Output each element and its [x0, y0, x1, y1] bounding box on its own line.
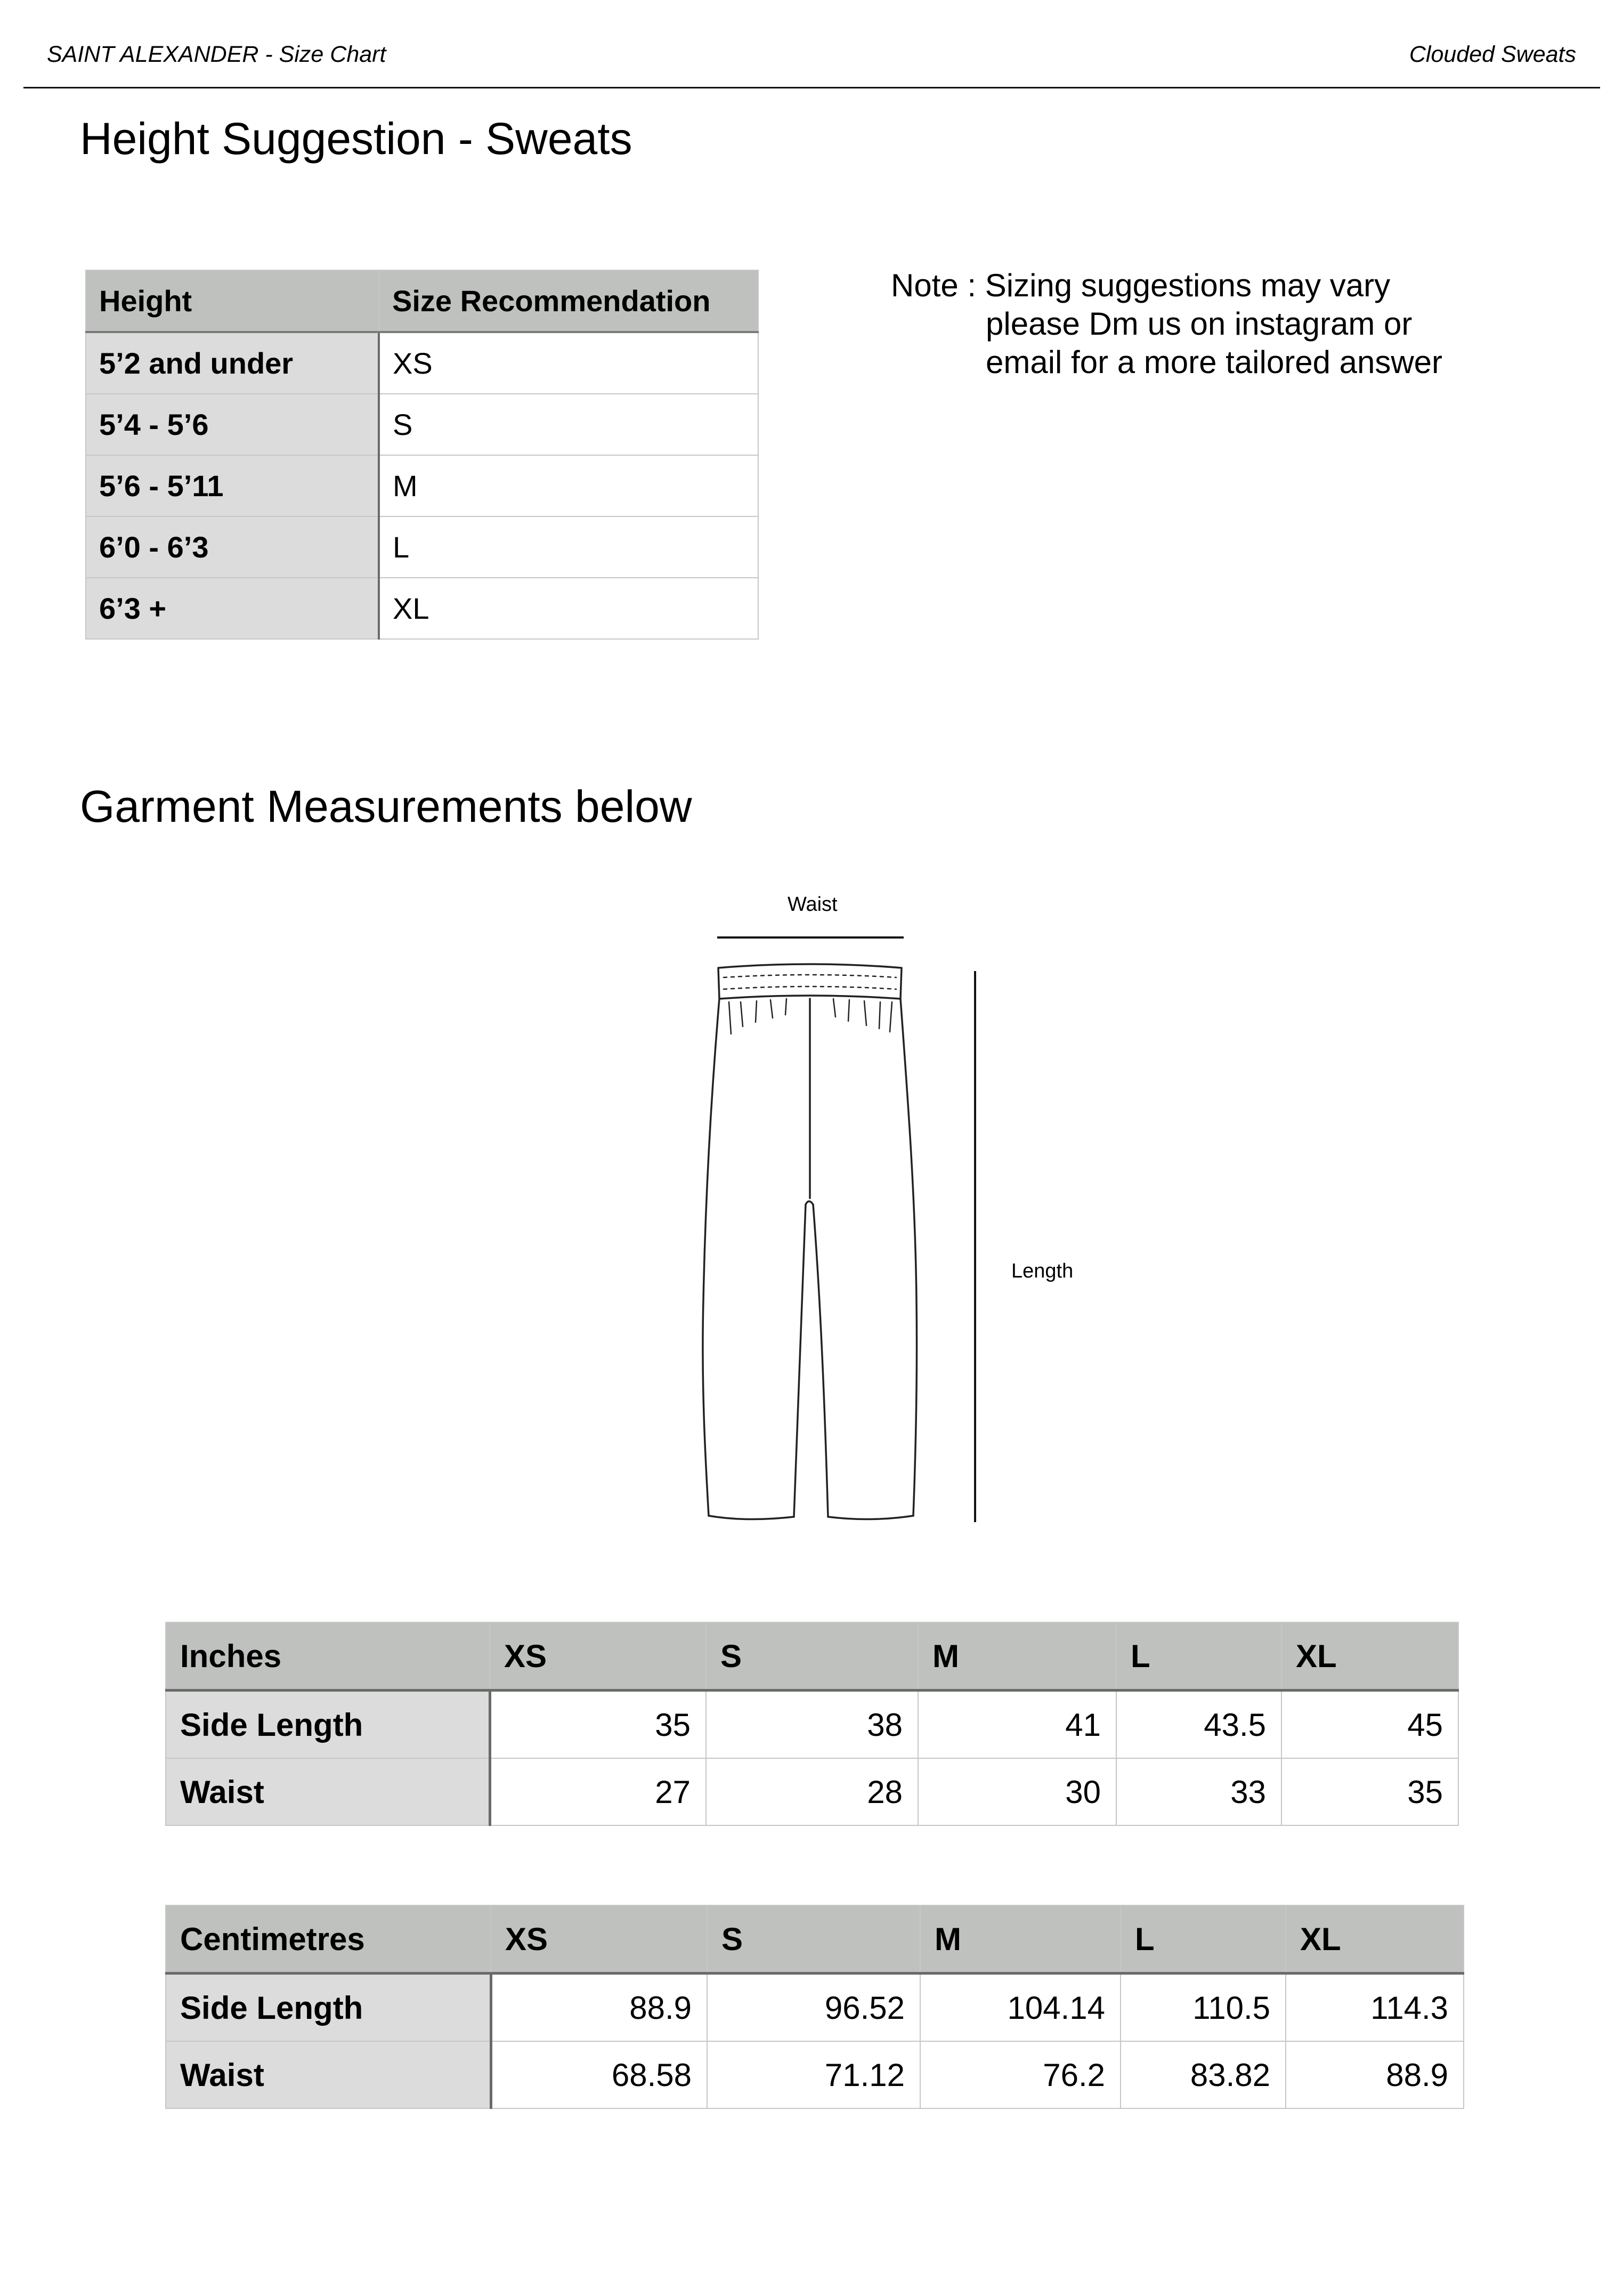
table-row — [86, 516, 758, 578]
column-header-height: Height — [86, 270, 379, 332]
table-row — [86, 578, 758, 639]
note-line: please Dm us on instagram or — [986, 306, 1413, 342]
header-divider — [23, 87, 1600, 88]
measurement-value: 43.5 — [1116, 1691, 1281, 1759]
document-header-title: SAINT ALEXANDER - Size Chart — [47, 42, 386, 67]
measurement-value: 41 — [918, 1691, 1116, 1759]
measurement-value: 28 — [706, 1758, 918, 1825]
table-row — [166, 1974, 1464, 2042]
table-header-row — [166, 1905, 1464, 1974]
size-header: L — [1121, 1905, 1286, 1974]
sweatpants-diagram — [666, 927, 1039, 1535]
waist-label: Waist — [788, 893, 838, 916]
table-row — [166, 1691, 1458, 1759]
measurement-value: 35 — [1281, 1758, 1458, 1825]
size-header: XL — [1281, 1622, 1458, 1691]
measurement-value: 96.52 — [707, 1974, 920, 2042]
measurement-value: 30 — [918, 1758, 1116, 1825]
height-section-title: Height Suggestion - Sweats — [80, 114, 632, 164]
document-header-product: Clouded Sweats — [1409, 42, 1576, 67]
measurement-value: 83.82 — [1121, 2041, 1286, 2108]
size-header: M — [920, 1905, 1121, 1974]
measurement-value: 45 — [1281, 1691, 1458, 1759]
size-header: XL — [1286, 1905, 1464, 1974]
size-header: S — [706, 1622, 918, 1691]
note-line: email for a more tailored answer — [986, 344, 1443, 380]
measurement-value: 68.58 — [491, 2041, 707, 2108]
height-cell: 6’3 + — [86, 578, 379, 639]
column-header-size: Size Recommendation — [379, 270, 758, 332]
measurement-value: 33 — [1116, 1758, 1281, 1825]
table-row — [86, 455, 758, 516]
inches-measurement-table — [165, 1622, 1459, 1826]
table-row — [86, 332, 758, 394]
measurement-value: 71.12 — [707, 2041, 920, 2108]
measurement-value: 76.2 — [920, 2041, 1121, 2108]
measurement-label: Waist — [166, 1758, 490, 1825]
measurement-value: 35 — [490, 1691, 706, 1759]
measurement-value: 38 — [706, 1691, 918, 1759]
unit-header: Centimetres — [166, 1905, 491, 1974]
table-header-row — [86, 270, 758, 332]
unit-header: Inches — [166, 1622, 490, 1691]
size-header: XS — [491, 1905, 707, 1974]
note-line: Note : Sizing suggestions may vary — [891, 268, 1391, 303]
measurement-value: 114.3 — [1286, 1974, 1464, 2042]
table-row — [86, 394, 758, 455]
size-cell: S — [379, 394, 758, 455]
measurement-value: 110.5 — [1121, 1974, 1286, 2042]
pants-outline-icon — [703, 964, 917, 1519]
table-row — [166, 1758, 1458, 1825]
sizing-note — [891, 266, 1442, 382]
table-header-row — [166, 1622, 1458, 1691]
size-cell: M — [379, 455, 758, 516]
measurement-value: 88.9 — [1286, 2041, 1464, 2108]
measurement-label: Waist — [166, 2041, 491, 2108]
size-header: L — [1116, 1622, 1281, 1691]
size-cell: XS — [379, 332, 758, 394]
size-cell: L — [379, 516, 758, 578]
measurement-label: Side Length — [166, 1691, 490, 1759]
height-cell: 6’0 - 6’3 — [86, 516, 379, 578]
size-header: XS — [490, 1622, 706, 1691]
length-label: Length — [1011, 1260, 1074, 1282]
height-suggestion-table — [85, 270, 759, 640]
size-header: S — [707, 1905, 920, 1974]
table-row — [166, 2041, 1464, 2108]
size-header: M — [918, 1622, 1116, 1691]
garment-section-title: Garment Measurements below — [80, 781, 692, 831]
height-cell: 5’6 - 5’11 — [86, 455, 379, 516]
height-cell: 5’2 and under — [86, 332, 379, 394]
measurement-value: 88.9 — [491, 1974, 707, 2042]
measurement-value: 104.14 — [920, 1974, 1121, 2042]
centimetres-measurement-table — [165, 1905, 1464, 2109]
measurement-value: 27 — [490, 1758, 706, 1825]
height-cell: 5’4 - 5’6 — [86, 394, 379, 455]
size-cell: XL — [379, 578, 758, 639]
measurement-label: Side Length — [166, 1974, 491, 2042]
